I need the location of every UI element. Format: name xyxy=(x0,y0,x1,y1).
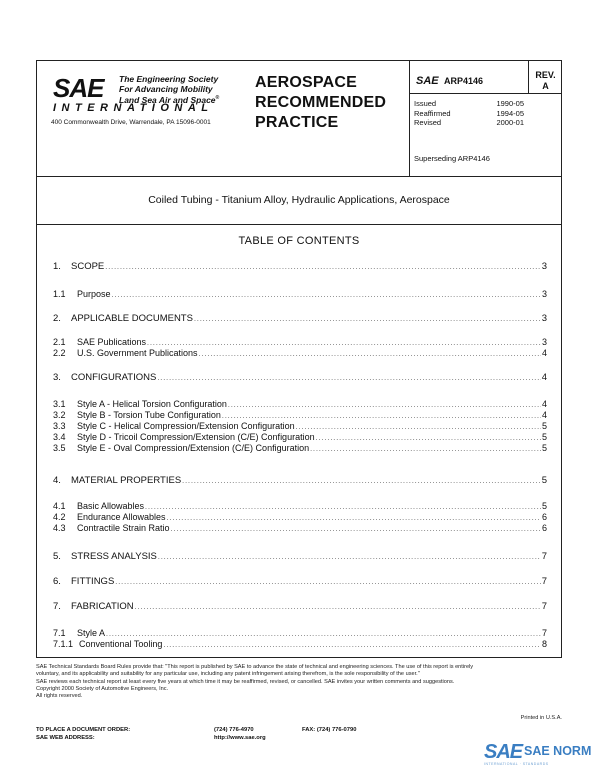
toc-entry-title: FABRICATION xyxy=(71,601,134,612)
sae-logo: SAE xyxy=(53,73,104,103)
order-fax: FAX: (724) 776-0790 xyxy=(302,727,357,733)
document-header xyxy=(37,61,561,177)
toc-entry-title: Purpose xyxy=(77,289,111,299)
revision-label: REV. xyxy=(535,70,556,80)
toc-entry-title: STRESS ANALYSIS xyxy=(71,551,157,562)
copyright: Copyright 2000 Society of Automotive Engineers, Inc. xyxy=(36,685,169,692)
date-row: Issued 1990-05 xyxy=(414,99,524,108)
toc-entry-title: APPLICABLE DOCUMENTS xyxy=(71,313,193,324)
toc-entry-title: Basic Allowables xyxy=(77,501,145,511)
toc-entry-number: 4.1 xyxy=(53,501,66,511)
toc-entry-title: Style B - Torsion Tube Configuration xyxy=(77,410,221,420)
sae-small-logo: SAE xyxy=(416,75,439,87)
sae-norm-watermark xyxy=(484,741,596,769)
toc-entry-title: Conventional Tooling xyxy=(79,639,163,649)
toc-entry-number: 3.4 xyxy=(53,432,66,442)
toc-entry-title: Style A - Helical Torsion Configuration xyxy=(77,399,227,409)
toc-entry-page: 3 xyxy=(541,289,547,299)
document-subject: Coiled Tubing - Titanium Alloy, Hydraulic Applications, Aerospace xyxy=(37,177,561,225)
rights-reserved: All rights reserved. xyxy=(36,693,83,700)
toc-entry-number: 1. xyxy=(53,261,61,272)
toc-entry-page: 6 xyxy=(541,523,547,533)
toc-leader-dots xyxy=(105,264,540,271)
toc-entry-title: FITTINGS xyxy=(71,576,115,587)
toc-entry-page: 7 xyxy=(541,551,547,562)
document-type-title xyxy=(255,73,409,133)
toc-entry-page: 3 xyxy=(541,313,547,324)
title-line: RECOMMENDED xyxy=(255,94,387,111)
toc-entry-page: 5 xyxy=(541,443,547,453)
toc-leader-dots xyxy=(199,351,541,358)
toc-entry[interactable] xyxy=(53,410,547,420)
toc-leader-dots xyxy=(158,554,541,561)
toc-title: TABLE OF CONTENTS xyxy=(238,235,360,247)
document-number-row xyxy=(410,61,528,94)
toc-entry-title: Style E - Oval Compression/Extension (C/E) Configuration xyxy=(77,443,310,453)
toc-leader-dots xyxy=(171,526,541,533)
toc-entry-number: 7.1 xyxy=(53,628,66,638)
toc-entry-number: 3.5 xyxy=(53,443,66,453)
toc-entry-number: 2.2 xyxy=(53,348,66,358)
toc-entry-number: 3.1 xyxy=(53,399,66,409)
toc-entry[interactable] xyxy=(53,261,547,272)
footer-notice: SAE reviews each technical report at least every five years at which time it may be reaffirmed, revised, or cancelled. SAE invites your written comments and suggestions. xyxy=(36,678,455,685)
toc-leader-dots xyxy=(182,478,541,485)
tagline-line: For Advancing Mobility xyxy=(119,83,213,94)
registered-mark: ® xyxy=(215,95,220,101)
toc-entry[interactable] xyxy=(53,639,547,649)
supersedes-note: Superseding ARP4146 xyxy=(414,154,490,163)
toc-leader-dots xyxy=(222,413,541,420)
web-label: SAE WEB ADDRESS: xyxy=(36,734,95,741)
sae-norm-sub: INTERNATIONAL · STANDARDS xyxy=(484,762,549,766)
toc-entry[interactable] xyxy=(53,399,547,409)
toc-leader-dots xyxy=(163,642,541,649)
sae-logo-block xyxy=(37,61,255,177)
footer-notice: voluntary, and its applicability and suitability for any particular use, including any patent infringement arising therefrom, is the sole responsibility of the user." xyxy=(36,671,420,678)
toc-entry-page: 5 xyxy=(541,432,547,442)
toc-entry-page: 4 xyxy=(541,399,547,409)
date-row: Reaffirmed 1994-05 xyxy=(414,108,524,118)
toc-entry-page: 7 xyxy=(541,628,547,638)
toc-entry-page: 6 xyxy=(541,512,547,522)
toc-entry-number: 3.3 xyxy=(53,421,66,431)
order-label: TO PLACE A DOCUMENT ORDER: xyxy=(36,727,131,733)
toc-entry-title: MATERIAL PROPERTIES xyxy=(71,475,182,486)
toc-leader-dots xyxy=(147,340,541,347)
tagline-line: Land Sea Air and Space® xyxy=(119,94,220,105)
toc-entry[interactable] xyxy=(53,337,547,347)
toc-entry[interactable] xyxy=(53,523,547,533)
order-phone: (724) 776-4970 xyxy=(214,727,254,733)
title-line: PRACTICE xyxy=(255,114,339,131)
toc-entry-title: Style C - Helical Compression/Extension Configuration xyxy=(77,421,295,431)
sae-norm-mark: SAE xyxy=(484,741,523,763)
international-wordmark: INTERNATIONAL xyxy=(53,102,214,114)
date-row: Revised 2000-01 xyxy=(414,118,524,127)
title-line: AEROSPACE xyxy=(255,74,357,91)
revision-value: A xyxy=(542,81,549,91)
toc-entry-title: Style D - Tricoil Compression/Extension (C/E) Configuration xyxy=(77,432,315,442)
toc-entry-number: 4.3 xyxy=(53,523,66,533)
toc-entry-page: 3 xyxy=(541,337,547,347)
toc-leader-dots xyxy=(310,446,541,453)
toc-leader-dots xyxy=(135,604,541,611)
toc-entry[interactable] xyxy=(53,628,547,638)
toc-entry-number: 1.1 xyxy=(53,289,66,299)
toc-entry[interactable] xyxy=(53,313,547,324)
toc-leader-dots xyxy=(106,631,541,638)
toc-entry[interactable] xyxy=(53,372,547,383)
document-number: ARP4146 xyxy=(444,76,484,86)
toc-entry-page: 7 xyxy=(541,601,547,612)
toc-leader-dots xyxy=(157,375,540,382)
toc-entry-title: Style A xyxy=(77,628,106,638)
document-footer xyxy=(36,664,562,721)
toc-entry[interactable] xyxy=(53,475,547,486)
sae-norm-text: SAE NORM xyxy=(524,744,592,758)
toc-entry-title: U.S. Government Publications xyxy=(77,348,198,358)
web-address-link[interactable]: http://www.sae.org xyxy=(214,734,266,741)
document-frame xyxy=(36,60,562,658)
footer-notice: SAE Technical Standards Board Rules provide that: "This report is published by SAE to advance the state of technical and engineering sciences. The use of this report is entirely xyxy=(36,664,474,670)
toc-entry-page: 4 xyxy=(541,348,547,358)
toc-entry-number: 4. xyxy=(53,475,61,486)
toc-entry-page: 5 xyxy=(541,475,547,486)
toc-leader-dots xyxy=(167,515,541,522)
toc-entry-number: 7. xyxy=(53,601,61,612)
toc-entry-page: 7 xyxy=(541,576,547,587)
toc-entry[interactable] xyxy=(53,432,547,442)
document-dates xyxy=(414,99,524,128)
toc-entry[interactable] xyxy=(53,576,547,587)
toc-entry-number: 6. xyxy=(53,576,61,587)
toc-entry-title: CONFIGURATIONS xyxy=(71,372,157,383)
toc-leader-dots xyxy=(194,316,541,323)
document-info-block xyxy=(409,61,561,177)
society-address: 400 Commonwealth Drive, Warrendale, PA 15096-0001 xyxy=(51,119,211,126)
toc-leader-dots xyxy=(145,504,541,511)
toc-leader-dots xyxy=(296,424,541,431)
toc-entry-title: SAE Publications xyxy=(77,337,147,347)
toc-leader-dots xyxy=(228,402,541,409)
toc-entry[interactable] xyxy=(53,501,547,511)
toc-entry-page: 5 xyxy=(541,421,547,431)
revision-box xyxy=(528,61,562,94)
tagline-line: The Engineering Society xyxy=(119,74,219,84)
society-tagline xyxy=(119,75,259,105)
toc-entry[interactable] xyxy=(53,601,547,612)
toc-entry-page: 4 xyxy=(541,372,547,383)
toc-leader-dots xyxy=(316,435,541,442)
toc-entry[interactable] xyxy=(53,551,547,562)
toc-entry[interactable] xyxy=(53,289,547,299)
toc-leader-dots xyxy=(115,579,540,586)
toc-entry-page: 3 xyxy=(541,261,547,272)
toc-entry-number: 5. xyxy=(53,551,61,562)
toc-entry[interactable] xyxy=(53,421,547,431)
toc-leader-dots xyxy=(112,292,541,299)
toc-entry[interactable] xyxy=(53,512,547,522)
toc-entry-page: 8 xyxy=(541,639,547,649)
toc-entry-title: Endurance Allowables xyxy=(77,512,166,522)
toc-entry[interactable] xyxy=(53,348,547,358)
toc-entry-number: 2. xyxy=(53,313,61,324)
toc-entry-page: 5 xyxy=(541,501,547,511)
toc-entry[interactable] xyxy=(53,443,547,453)
toc-entry-title: Contractile Strain Ratio xyxy=(77,523,170,533)
toc-entry-number: 7.1.1 xyxy=(53,639,74,649)
toc-entry-title: SCOPE xyxy=(71,261,105,272)
toc-entry-number: 3.2 xyxy=(53,410,66,420)
toc-entry-page: 4 xyxy=(541,410,547,420)
toc-entry-number: 3. xyxy=(53,372,61,383)
toc-entry-number: 2.1 xyxy=(53,337,66,347)
toc-entry-number: 4.2 xyxy=(53,512,66,522)
printed-in: Printed in U.S.A. xyxy=(520,715,562,721)
